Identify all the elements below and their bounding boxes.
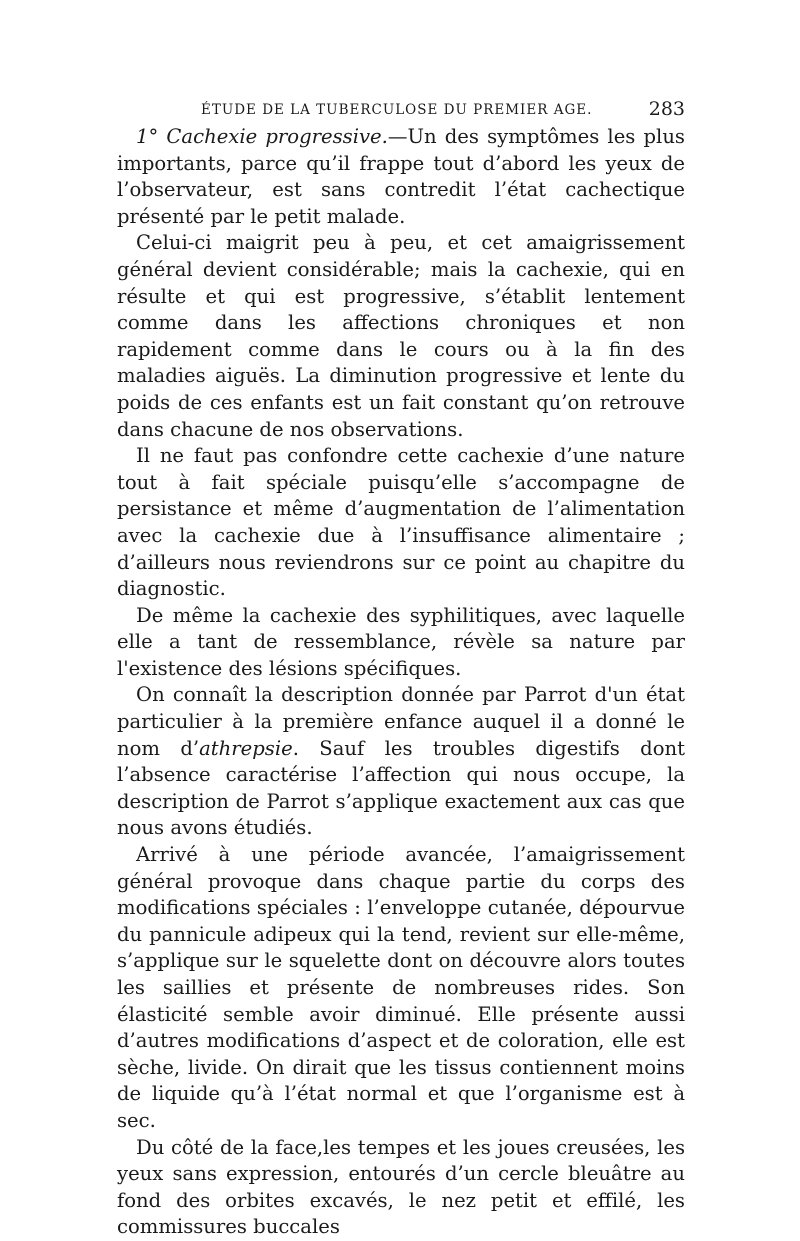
running-head [117,98,685,126]
page-number: 283 [648,98,685,120]
paragraph-text: Il ne faut pas confondre cette cachexie d’une nature tout à fait spéciale puisqu’elle s’accompagne de persistance et même d’augmentation de l’alimentation avec la cachexie due à l’insuffisance alimentaire ; d’ailleurs nous reviendrons sur ce point au chapitre du diagnostic. [117,444,685,601]
paragraph-periode-avancee [117,842,685,1135]
paragraph-text: Du côté de la face,les tempes et les joues creusées, les yeux sans expression, entourés d’un cercle bleuâtre au fond des orbites excavés, le nez petit et effilé, les commissures buccales [117,1135,685,1239]
paragraph-insuffisance [117,443,685,603]
section-heading: 1° Cachexie progressive. [136,125,388,148]
paragraph-athrepsie [117,682,685,842]
paragraph-face [117,1135,685,1241]
paragraph-cachexie-progressive [117,124,685,230]
running-title: ÉTUDE DE LA TUBERCULOSE DU PREMIER AGE. [201,102,593,118]
paragraph-text: —Un des symptômes les plus importants, parce qu’il frappe tout d’abord les yeux de l’observateur, est sans contredit l’état cachectique présenté par le petit malade. [117,125,685,228]
paragraph-text: On connaît la description donnée par Parrot d'un état particulier à la première enfance auquel il a donné le nom d’ [117,683,685,760]
paragraph-text: Arrivé à une période avancée, l’amaigrissement général provoque dans chaque partie du corps des modifications spéciales : l’enveloppe cutanée, dépourvue du pannicule adipeux qui la tend, revient sur elle-même, s’applique sur le squelette dont on découvre alors toutes les saillies et présente de nombreuses rides. Son élasticité semble avoir diminué. Elle présente aussi d’autres modifications d’aspect et de coloration, elle est sèche, livide. On dirait que les tissus contiennent moins de liquide qu’à l’état normal et que l’organisme est à sec. [117,843,685,1132]
paragraph-text: De même la cachexie des syphilitiques, avec laquelle elle a tant de ressemblance, révèle sa nature par l'existence des lésions spécifiques. [117,603,685,680]
paragraph-text: Celui-ci maigrit peu à peu, et cet amaigrissement général devient considérable; mais la cachexie, qui en résulte et qui est progressive, s’établit lentement comme dans les affections chroniques et non rapidement comme dans le cours ou à la fin des maladies aiguës. La diminution progressive et lente du poids de ces enfants est un fait constant qu’on retrouve dans chacune de nos observations. [117,231,685,441]
italic-term: athrepsie [199,736,293,760]
paragraph-amaigrissement [117,230,685,443]
paragraph-text: . Sauf les troubles digestifs dont l’absence caractérise l’affection qui nous occupe, la description de Parrot s’applique exactement aux cas que nous avons étudiés. [117,736,685,840]
paragraph-syphilitiques [117,603,685,683]
body-text [117,124,685,1241]
